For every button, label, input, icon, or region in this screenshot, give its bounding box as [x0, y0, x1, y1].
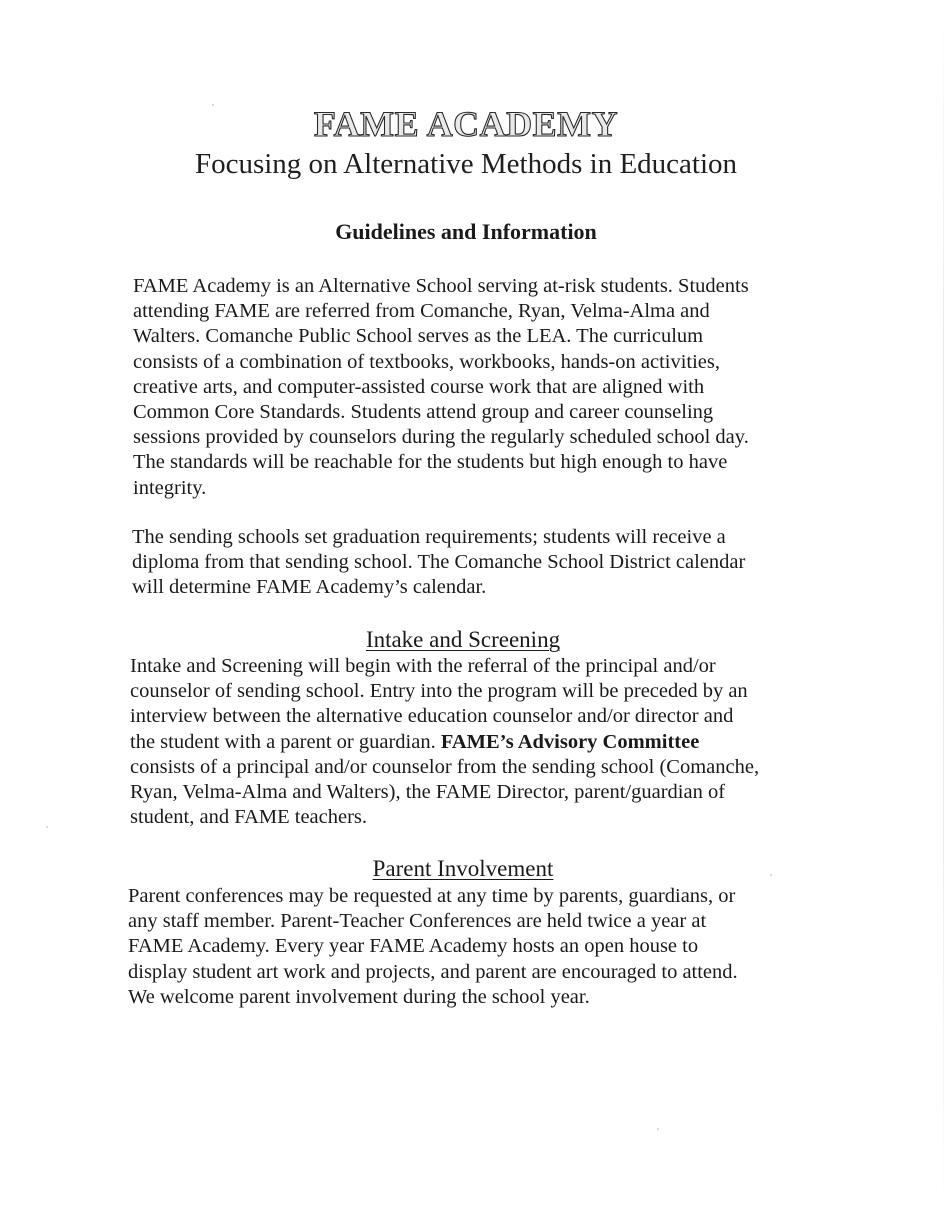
intro-line: Walters. Comanche Public School serves as the LEA. The curriculum [133, 325, 704, 348]
scan-edge [943, 0, 944, 1230]
intro-paragraph [133, 274, 749, 501]
intro-line: Common Core Standards. Students attend group and career counseling [133, 401, 714, 424]
scan-speck [657, 1128, 659, 1130]
parent-line: FAME Academy. Every year FAME Academy hosts an open house to [128, 935, 699, 958]
intake-line [130, 730, 759, 755]
intake-line: student, and FAME teachers. [130, 806, 368, 829]
graduation-line: diploma from that sending school. The Comanche School District calendar [132, 551, 746, 574]
school-subtitle: Focusing on Alternative Methods in Education [194, 148, 738, 180]
scan-speck [770, 874, 772, 876]
intake-line-text: the student with a parent or guardian. [130, 730, 441, 753]
intake-paragraph [130, 654, 759, 830]
intake-line: Intake and Screening will begin with the referral of the principal and/or [130, 655, 716, 677]
scan-speck [212, 104, 214, 106]
parent-line: any staff member. Parent-Teacher Conferences are held twice a year at [128, 910, 707, 933]
intake-screening-heading: Intake and Screening [365, 627, 561, 652]
intake-line: interview between the alternative education counselor and/or director and [130, 705, 734, 728]
intake-line: consists of a principal and/or counselor from the sending school (Comanche, [130, 755, 760, 778]
intro-line: The standards will be reachable for the students but high enough to have [133, 451, 728, 474]
graduation-line: will determine FAME Academy’s calendar. [132, 576, 487, 599]
graduation-paragraph [132, 525, 745, 601]
school-name-title: FAME ACADEMY [313, 104, 619, 144]
parent-involvement-heading: Parent Involvement [372, 856, 554, 881]
parent-line: display student art work and projects, and parent are encouraged to attend. [128, 960, 738, 983]
intro-line: FAME Academy is an Alternative School serving at-risk students. Students [133, 275, 749, 297]
graduation-line: The sending schools set graduation requirements; students will receive a [132, 526, 726, 548]
advisory-committee-label: FAME’s Advisory Committee [440, 730, 700, 753]
parent-line: We welcome parent involvement during the school year. [128, 985, 590, 1008]
document-title: Guidelines and Information [335, 219, 597, 244]
parent-line: Parent conferences may be requested at any time by parents, guardians, or [128, 885, 736, 907]
scan-speck [46, 826, 48, 828]
intro-line: creative arts, and computer-assisted course work that are aligned with [133, 375, 705, 398]
parent-paragraph [128, 884, 738, 1010]
intro-line: consists of a combination of textbooks, workbooks, hands-on activities, [133, 350, 721, 373]
intro-line: integrity. [133, 476, 207, 499]
intake-line: counselor of sending school. Entry into the program will be preceded by an [130, 680, 748, 703]
intro-line: sessions provided by counselors during the regularly scheduled school day. [133, 426, 749, 449]
intro-line: attending FAME are referred from Comanche, Ryan, Velma-Alma and [133, 300, 710, 323]
intake-line: Ryan, Velma-Alma and Walters), the FAME Director, parent/guardian of [130, 781, 726, 804]
